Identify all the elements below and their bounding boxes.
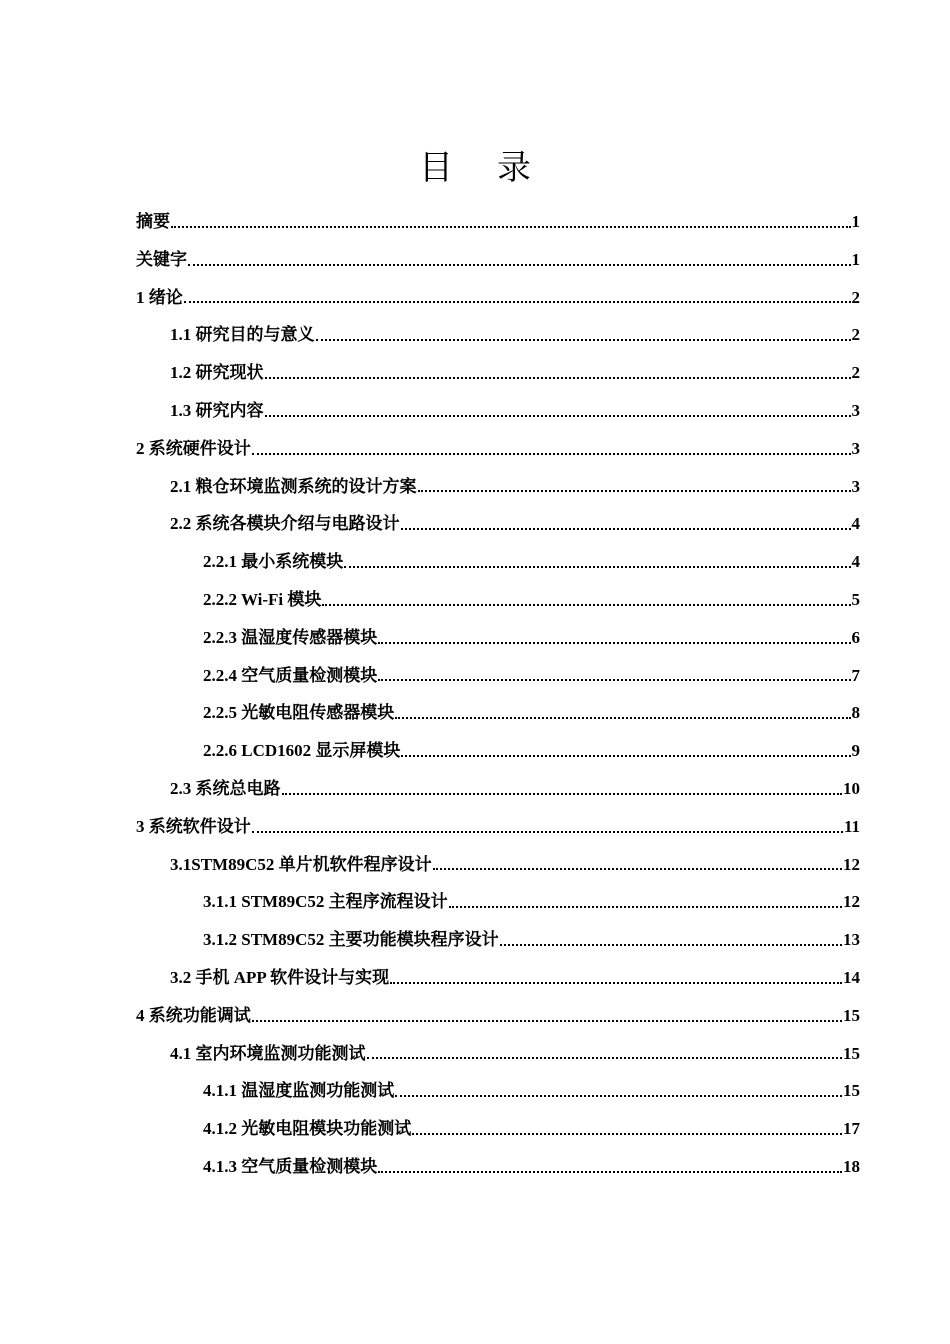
- toc-entry-label: 3 系统软件设计: [136, 816, 251, 836]
- toc-leader-dots: [322, 590, 850, 610]
- toc-entry-label: 2.3 系统总电路: [170, 778, 281, 798]
- toc-entry[interactable]: [136, 1035, 860, 1073]
- toc-entry[interactable]: [136, 241, 860, 279]
- toc-entry-page-number: 4: [851, 552, 860, 572]
- title-char-2: 录: [497, 148, 531, 188]
- toc-entry[interactable]: [136, 543, 860, 581]
- toc-entry[interactable]: [136, 468, 860, 506]
- toc-leader-dots: [418, 476, 851, 496]
- toc-entry[interactable]: [136, 883, 860, 921]
- toc-leader-dots: [500, 930, 842, 950]
- toc-entry-page-number: 12: [843, 892, 860, 912]
- toc-entry[interactable]: [136, 581, 860, 619]
- toc-entry-page-number: 7: [851, 665, 860, 685]
- toc-leader-dots: [316, 325, 851, 345]
- toc-entry[interactable]: [136, 694, 860, 732]
- toc-entry-page-number: 17: [843, 1119, 860, 1139]
- toc-entry[interactable]: [136, 354, 860, 392]
- toc-entry-page-number: 8: [851, 703, 860, 723]
- toc-entry-page-number: 9: [851, 741, 860, 761]
- toc-entry-page-number: 15: [843, 1081, 860, 1101]
- toc-leader-dots: [188, 250, 851, 270]
- toc-entry-label: 2.2.5 光敏电阻传感器模块: [203, 703, 395, 723]
- toc-entry-page-number: 15: [843, 1043, 860, 1063]
- toc-entry-label: 2.2.4 空气质量检测模块: [203, 665, 378, 685]
- toc-entry-page-number: 1: [851, 249, 860, 269]
- toc-leader-dots: [282, 779, 843, 799]
- toc-entry-label: 3.1.1 STM89C52 主程序流程设计: [203, 892, 448, 912]
- toc-entry[interactable]: [136, 619, 860, 657]
- table-of-contents: [136, 203, 860, 1186]
- toc-entry-page-number: 1: [851, 212, 860, 231]
- toc-entry-label: 2.2.1 最小系统模块: [203, 552, 344, 572]
- toc-entry[interactable]: [136, 657, 860, 695]
- toc-entry-label: 1.2 研究现状: [170, 363, 264, 383]
- toc-leader-dots: [378, 665, 850, 685]
- toc-entry-label: 4.1.2 光敏电阻模块功能测试: [203, 1119, 412, 1139]
- toc-entry-label: 2.2.3 温湿度传感器模块: [203, 627, 378, 647]
- toc-leader-dots: [171, 212, 851, 232]
- toc-entry[interactable]: [136, 959, 860, 997]
- toc-entry-page-number: 13: [843, 930, 860, 950]
- toc-entry-label: 2.2 系统各模块介绍与电路设计: [170, 514, 400, 534]
- toc-entry[interactable]: [136, 316, 860, 354]
- toc-entry-page-number: 2: [851, 287, 860, 307]
- toc-entry[interactable]: [136, 808, 860, 846]
- toc-entry-page-number: 14: [843, 967, 860, 987]
- toc-entry-label: 2.2.6 LCD1602 显示屏模块: [203, 741, 401, 761]
- toc-entry-page-number: 15: [843, 1005, 860, 1025]
- toc-leader-dots: [184, 287, 851, 307]
- toc-leader-dots: [344, 552, 850, 572]
- toc-leader-dots: [401, 514, 851, 534]
- page-title: [0, 140, 950, 189]
- toc-entry-label: 2.2.2 Wi-Fi 模块: [203, 589, 322, 609]
- toc-entry[interactable]: [136, 430, 860, 468]
- toc-entry-label: 1 绪论: [136, 287, 183, 307]
- toc-leader-dots: [252, 817, 843, 837]
- toc-leader-dots: [378, 1157, 842, 1177]
- toc-entry-page-number: 2: [851, 325, 860, 345]
- toc-entry[interactable]: [136, 505, 860, 543]
- toc-entry-label: 1.1 研究目的与意义: [170, 325, 315, 345]
- toc-entry[interactable]: [136, 1072, 860, 1110]
- toc-entry-page-number: 3: [851, 438, 860, 458]
- toc-entry-page-number: 3: [851, 400, 860, 420]
- toc-leader-dots: [265, 363, 851, 383]
- toc-entry[interactable]: [136, 846, 860, 884]
- toc-leader-dots: [378, 628, 850, 648]
- toc-entry-page-number: 12: [843, 854, 860, 874]
- toc-entry-page-number: 18: [843, 1156, 860, 1176]
- toc-entry-label: 4.1.3 空气质量检测模块: [203, 1156, 378, 1176]
- toc-entry-label: 3.2 手机 APP 软件设计与实现: [170, 967, 390, 987]
- toc-entry-label: 1.3 研究内容: [170, 400, 264, 420]
- toc-entry-label: 摘要: [136, 212, 170, 231]
- toc-leader-dots: [433, 854, 842, 874]
- toc-entry-page-number: 5: [851, 589, 860, 609]
- toc-leader-dots: [395, 1081, 842, 1101]
- toc-entry[interactable]: [136, 770, 860, 808]
- title-char-1: 目: [419, 148, 453, 188]
- toc-leader-dots: [395, 703, 850, 723]
- toc-leader-dots: [367, 1043, 843, 1063]
- toc-entry-label: 2.1 粮仓环境监测系统的设计方案: [170, 476, 417, 496]
- toc-leader-dots: [412, 1119, 842, 1139]
- toc-entry-page-number: 6: [851, 627, 860, 647]
- toc-entry-label: 关键字: [136, 249, 187, 269]
- toc-entry-page-number: 2: [851, 363, 860, 383]
- toc-entry-label: 2 系统硬件设计: [136, 438, 251, 458]
- toc-entry[interactable]: [136, 732, 860, 770]
- toc-leader-dots: [252, 439, 851, 459]
- toc-entry-label: 4.1 室内环境监测功能测试: [170, 1043, 366, 1063]
- toc-entry-page-number: 10: [843, 778, 860, 798]
- toc-leader-dots: [401, 741, 850, 761]
- toc-leader-dots: [449, 892, 842, 912]
- toc-entry-page-number: 4: [851, 514, 860, 534]
- toc-entry-page-number: 11: [843, 816, 860, 836]
- toc-entry[interactable]: [136, 921, 860, 959]
- toc-entry-label: 4.1.1 温湿度监测功能测试: [203, 1081, 395, 1101]
- toc-leader-dots: [390, 968, 842, 988]
- toc-entry[interactable]: [136, 997, 860, 1035]
- toc-entry[interactable]: [136, 203, 860, 241]
- toc-leader-dots: [265, 401, 851, 421]
- toc-leader-dots: [252, 1006, 842, 1026]
- toc-entry[interactable]: [136, 1110, 860, 1148]
- toc-entry-label: 4 系统功能调试: [136, 1005, 251, 1025]
- toc-entry[interactable]: [136, 392, 860, 430]
- toc-entry[interactable]: [136, 1148, 860, 1186]
- toc-entry[interactable]: [136, 279, 860, 317]
- toc-entry-label: 3.1STM89C52 单片机软件程序设计: [170, 854, 432, 874]
- toc-entry-label: 3.1.2 STM89C52 主要功能模块程序设计: [203, 930, 499, 950]
- toc-entry-page-number: 3: [851, 476, 860, 496]
